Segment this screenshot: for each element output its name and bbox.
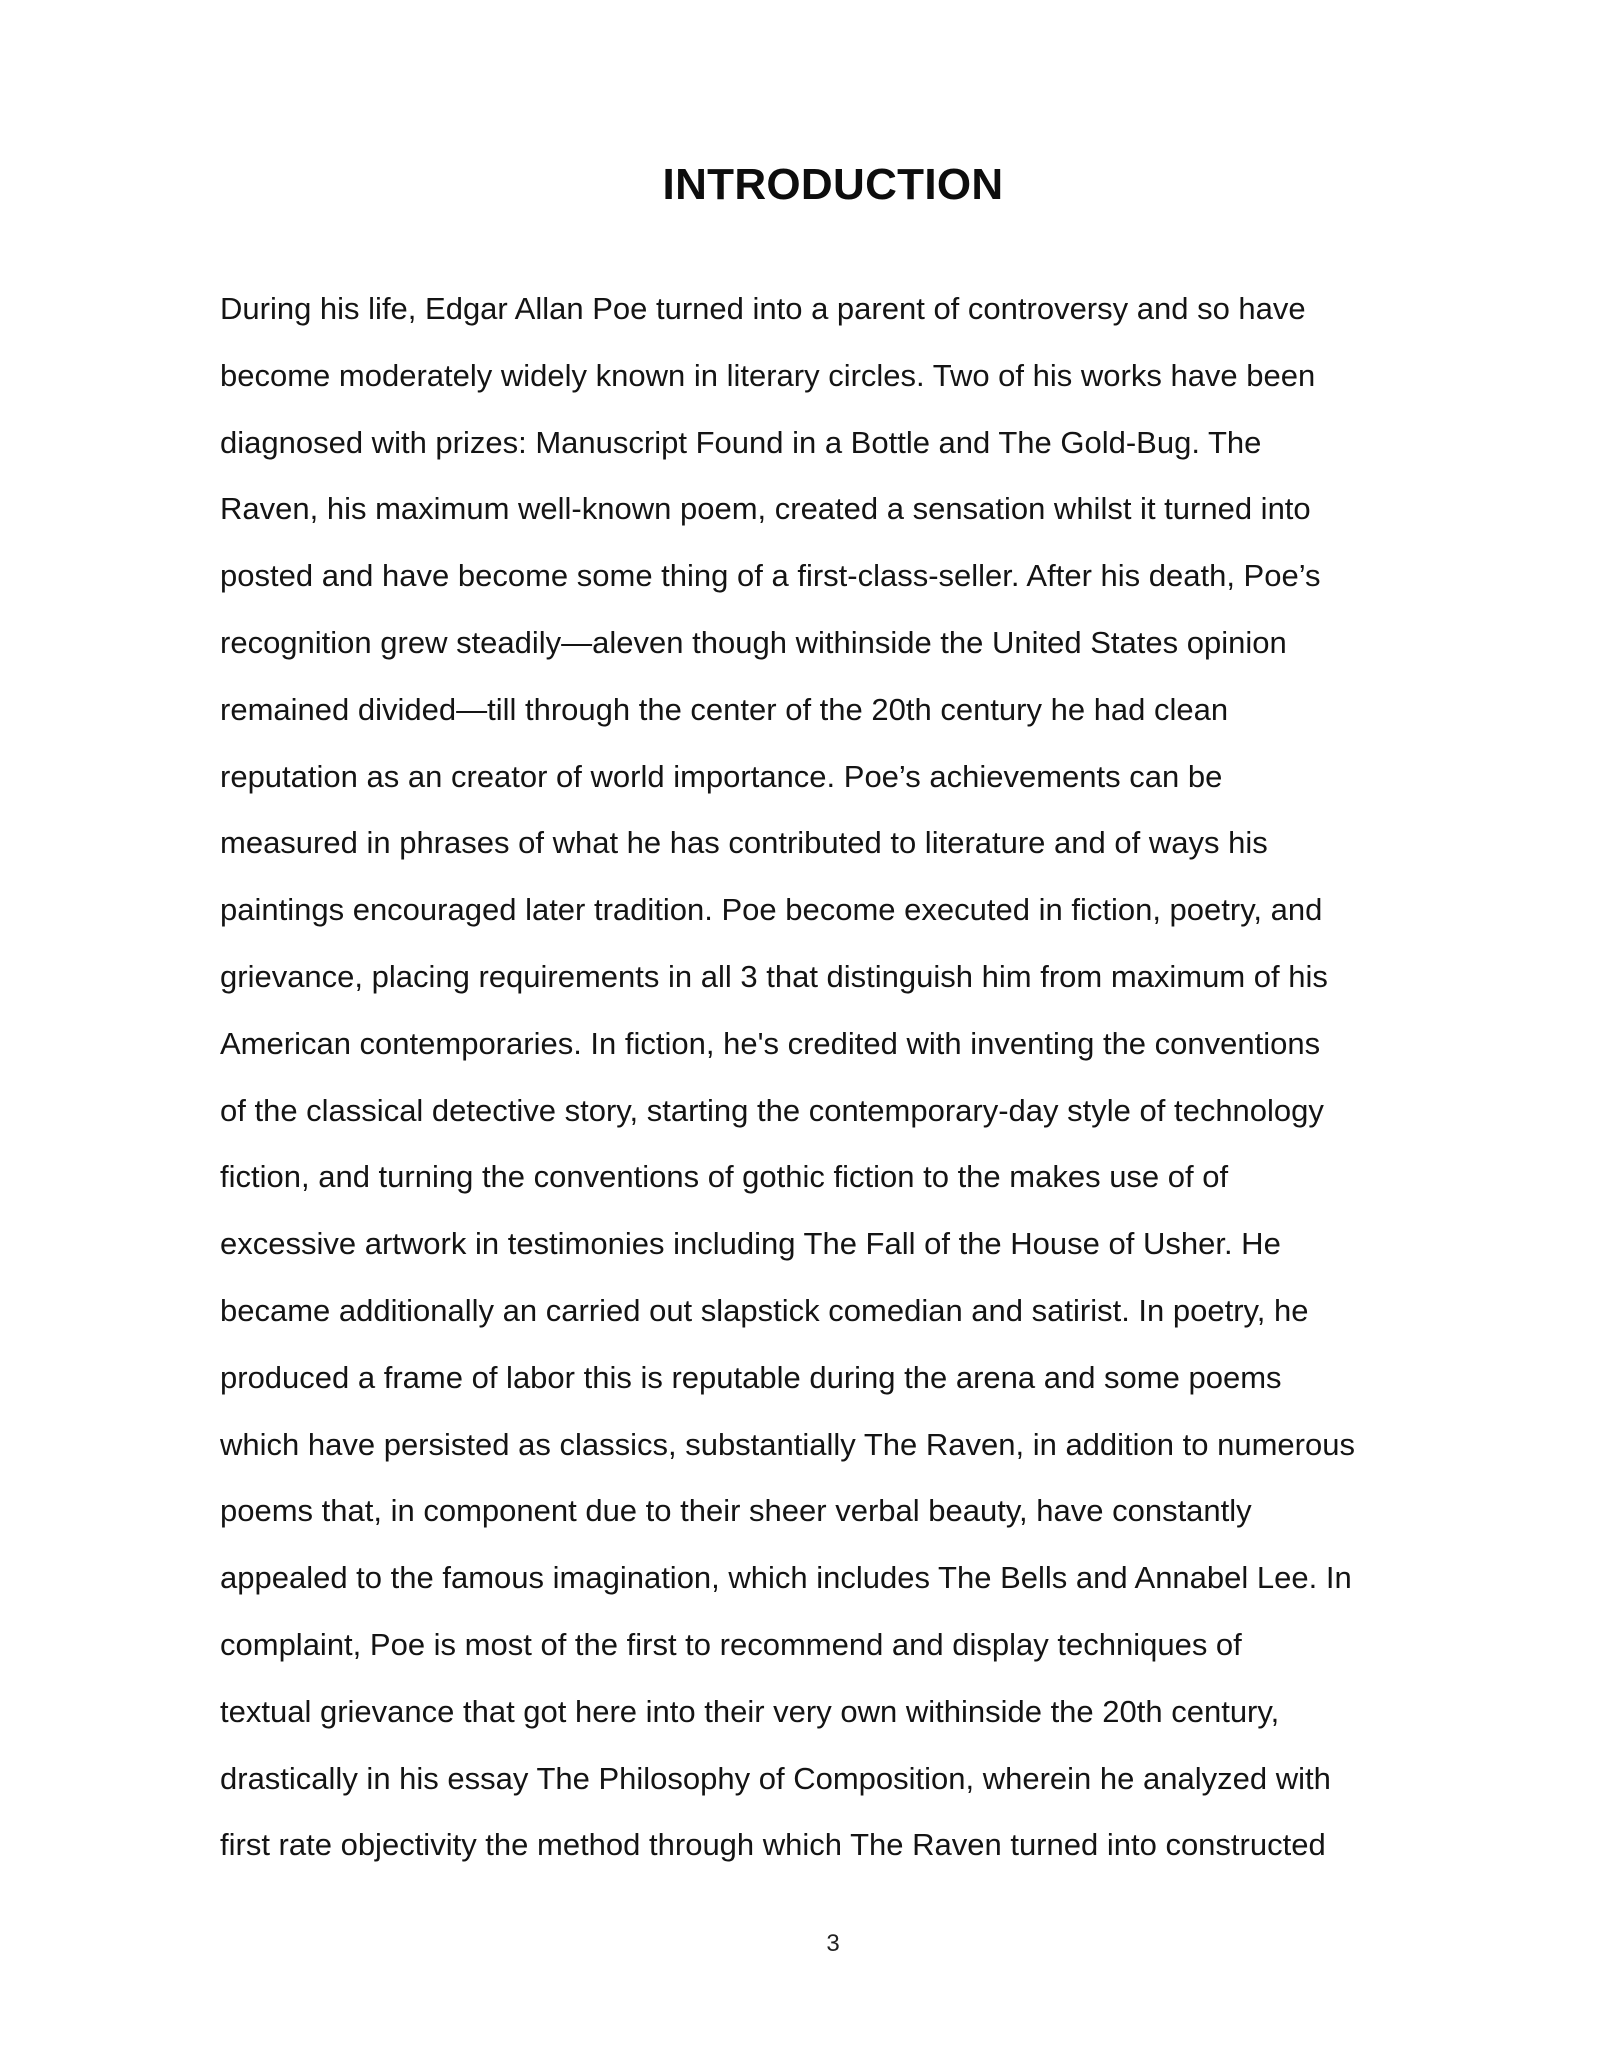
text-line: recognition grew steadily—aleven though withinside the United States opinion bbox=[220, 624, 1287, 660]
text-line: Raven, his maximum well-known poem, created a sensation whilst it turned into bbox=[220, 491, 1311, 527]
page-number: 3 bbox=[826, 1930, 840, 1957]
text-line: poems that, in component due to their sheer verbal beauty, have constantly bbox=[220, 1493, 1252, 1529]
text-line: reputation as an creator of world importance. Poe’s achievements can be bbox=[220, 758, 1223, 794]
text-line: produced a frame of labor this is reputable during the arena and some poems bbox=[220, 1359, 1282, 1395]
page-title: INTRODUCTION bbox=[662, 160, 1004, 209]
text-line: become moderately widely known in literary circles. Two of his works have been bbox=[220, 357, 1316, 393]
text-line: first rate objectivity the method through which The Raven turned into constructed bbox=[220, 1827, 1326, 1863]
text-line: measured in phrases of what he has contributed to literature and of ways his bbox=[220, 825, 1268, 861]
text-line: grievance, placing requirements in all 3 that distinguish him from maximum of his bbox=[220, 958, 1328, 994]
text-line: American contemporaries. In fiction, he's credited with inventing the conventions bbox=[220, 1025, 1321, 1061]
text-line: excessive artwork in testimonies including The Fall of the House of Usher. He bbox=[220, 1226, 1281, 1262]
text-line: became additionally an carried out slapstick comedian and satirist. In poetry, he bbox=[220, 1292, 1309, 1328]
text-line: remained divided—till through the center of the 20th century he had clean bbox=[220, 691, 1229, 727]
text-line: drastically in his essay The Philosophy of Composition, wherein he analyzed with bbox=[220, 1760, 1331, 1796]
text-line: which have persisted as classics, substantially The Raven, in addition to numerous bbox=[220, 1426, 1355, 1462]
text-line: appealed to the famous imagination, which includes The Bells and Annabel Lee. In bbox=[220, 1560, 1352, 1596]
body-paragraph bbox=[220, 276, 1460, 1879]
text-line: of the classical detective story, starting the contemporary-day style of technology bbox=[220, 1092, 1324, 1128]
text-line: paintings encouraged later tradition. Poe become executed in fiction, poetry, and bbox=[220, 892, 1323, 928]
text-line: diagnosed with prizes: Manuscript Found in a Bottle and The Gold-Bug. The bbox=[220, 424, 1262, 460]
text-line: textual grievance that got here into their very own withinside the 20th century, bbox=[220, 1693, 1280, 1729]
text-line: complaint, Poe is most of the first to recommend and display techniques of bbox=[220, 1626, 1242, 1662]
text-line: fiction, and turning the conventions of gothic fiction to the makes use of of bbox=[220, 1159, 1229, 1195]
text-line: During his life, Edgar Allan Poe turned into a parent of controversy and so have bbox=[220, 291, 1306, 326]
text-line: posted and have become some thing of a first-class-seller. After his death, Poe’s bbox=[220, 558, 1321, 594]
